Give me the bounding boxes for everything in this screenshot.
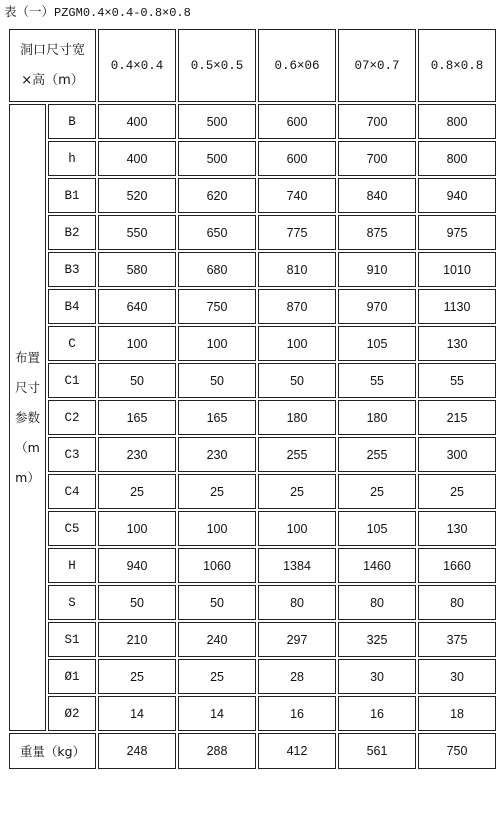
param-value: 620: [178, 178, 256, 213]
param-value: 1460: [338, 548, 416, 583]
param-value: 14: [98, 696, 176, 731]
weight-value: 561: [338, 733, 416, 769]
table-row: [9, 622, 496, 657]
param-value: 25: [98, 474, 176, 509]
param-label: Ø1: [48, 659, 96, 694]
param-value: 970: [338, 289, 416, 324]
param-value: 100: [258, 511, 336, 546]
param-value: 400: [98, 141, 176, 176]
weight-value: 288: [178, 733, 256, 769]
group-label-cell: [9, 104, 46, 731]
param-label: S: [48, 585, 96, 620]
param-value: 30: [338, 659, 416, 694]
param-label: h: [48, 141, 96, 176]
param-value: 30: [418, 659, 496, 694]
param-value: 520: [98, 178, 176, 213]
param-value: 700: [338, 104, 416, 139]
param-value: 1060: [178, 548, 256, 583]
param-value: 600: [258, 104, 336, 139]
caption-model-code: PZGM0.4×0.4-0.8×0.8: [54, 6, 191, 20]
param-value: 400: [98, 104, 176, 139]
param-value: 180: [338, 400, 416, 435]
table-row: [9, 252, 496, 287]
table-row: [9, 585, 496, 620]
param-label: B2: [48, 215, 96, 250]
param-value: 700: [338, 141, 416, 176]
param-value: 750: [178, 289, 256, 324]
param-value: 100: [178, 511, 256, 546]
param-value: 25: [178, 474, 256, 509]
param-value: 105: [338, 511, 416, 546]
param-value: 840: [338, 178, 416, 213]
table-row: [9, 400, 496, 435]
header-corner-cell: [9, 29, 96, 102]
table-row: [9, 289, 496, 324]
weight-label: 重量（kg）: [9, 733, 96, 769]
weight-value: 412: [258, 733, 336, 769]
param-value: 28: [258, 659, 336, 694]
param-value: 240: [178, 622, 256, 657]
param-value: 680: [178, 252, 256, 287]
param-value: 300: [418, 437, 496, 472]
param-label: C2: [48, 400, 96, 435]
param-value: 165: [178, 400, 256, 435]
param-value: 25: [418, 474, 496, 509]
param-label: C1: [48, 363, 96, 398]
param-value: 600: [258, 141, 336, 176]
param-label: C: [48, 326, 96, 361]
param-value: 810: [258, 252, 336, 287]
param-label: B1: [48, 178, 96, 213]
param-value: 255: [258, 437, 336, 472]
param-value: 130: [418, 511, 496, 546]
param-value: 1130: [418, 289, 496, 324]
group-label-line: 尺寸: [14, 379, 40, 395]
param-label: C5: [48, 511, 96, 546]
param-value: 105: [338, 326, 416, 361]
param-value: 100: [98, 511, 176, 546]
param-value: 500: [178, 104, 256, 139]
header-row: [9, 29, 496, 102]
param-value: 25: [338, 474, 416, 509]
param-value: 50: [178, 363, 256, 398]
param-label: B3: [48, 252, 96, 287]
param-value: 1660: [418, 548, 496, 583]
param-value: 215: [418, 400, 496, 435]
param-value: 580: [98, 252, 176, 287]
param-label: Ø2: [48, 696, 96, 731]
param-value: 940: [98, 548, 176, 583]
param-value: 1384: [258, 548, 336, 583]
table-row: [9, 696, 496, 731]
param-value: 500: [178, 141, 256, 176]
param-value: 18: [418, 696, 496, 731]
param-value: 800: [418, 104, 496, 139]
table-row: [9, 548, 496, 583]
param-label: S1: [48, 622, 96, 657]
table-row: [9, 215, 496, 250]
weight-value: 248: [98, 733, 176, 769]
param-value: 25: [178, 659, 256, 694]
param-value: 50: [178, 585, 256, 620]
param-value: 100: [258, 326, 336, 361]
weight-value: 750: [418, 733, 496, 769]
param-value: 640: [98, 289, 176, 324]
param-value: 80: [258, 585, 336, 620]
param-value: 940: [418, 178, 496, 213]
param-label: H: [48, 548, 96, 583]
table-row: [9, 511, 496, 546]
param-value: 800: [418, 141, 496, 176]
table-row: [9, 363, 496, 398]
param-value: 50: [98, 363, 176, 398]
param-value: 16: [258, 696, 336, 731]
param-value: 210: [98, 622, 176, 657]
param-value: 25: [258, 474, 336, 509]
group-label-line: （m: [15, 439, 40, 455]
param-value: 50: [258, 363, 336, 398]
table-caption: [4, 1, 191, 23]
param-value: 80: [338, 585, 416, 620]
param-value: 910: [338, 252, 416, 287]
param-value: 55: [338, 363, 416, 398]
table-row: [9, 659, 496, 694]
param-label: C4: [48, 474, 96, 509]
param-value: 740: [258, 178, 336, 213]
table-row: [9, 141, 496, 176]
param-value: 16: [338, 696, 416, 731]
header-size: 0.6×06: [258, 29, 336, 102]
header-corner-line2: ×高（m）: [21, 72, 84, 88]
param-value: 550: [98, 215, 176, 250]
param-value: 230: [98, 437, 176, 472]
param-value: 100: [178, 326, 256, 361]
param-value: 870: [258, 289, 336, 324]
param-value: 230: [178, 437, 256, 472]
header-corner-line1: 洞口尺寸宽: [20, 42, 86, 58]
table-row: [9, 104, 496, 139]
param-value: 130: [418, 326, 496, 361]
param-value: 325: [338, 622, 416, 657]
param-value: 165: [98, 400, 176, 435]
param-value: 55: [418, 363, 496, 398]
weight-row: [9, 733, 496, 769]
param-value: 1010: [418, 252, 496, 287]
param-value: 297: [258, 622, 336, 657]
param-value: 975: [418, 215, 496, 250]
table-row: [9, 178, 496, 213]
group-label-line: 布置: [14, 349, 40, 365]
param-label: C3: [48, 437, 96, 472]
spec-table: [7, 27, 498, 771]
table-row: [9, 326, 496, 361]
param-value: 775: [258, 215, 336, 250]
group-label-line: m）: [15, 469, 40, 485]
header-size: 07×0.7: [338, 29, 416, 102]
param-value: 14: [178, 696, 256, 731]
header-size: 0.4×0.4: [98, 29, 176, 102]
table-row: [9, 474, 496, 509]
param-value: 80: [418, 585, 496, 620]
param-value: 255: [338, 437, 416, 472]
param-value: 375: [418, 622, 496, 657]
param-label: B4: [48, 289, 96, 324]
table-row: [9, 437, 496, 472]
param-label: B: [48, 104, 96, 139]
param-value: 100: [98, 326, 176, 361]
param-value: 50: [98, 585, 176, 620]
param-value: 875: [338, 215, 416, 250]
param-value: 25: [98, 659, 176, 694]
param-value: 650: [178, 215, 256, 250]
param-value: 180: [258, 400, 336, 435]
caption-prefix: 表（一）: [4, 4, 55, 19]
header-size: 0.5×0.5: [178, 29, 256, 102]
group-label-line: 参数: [14, 409, 40, 425]
header-size: 0.8×0.8: [418, 29, 496, 102]
